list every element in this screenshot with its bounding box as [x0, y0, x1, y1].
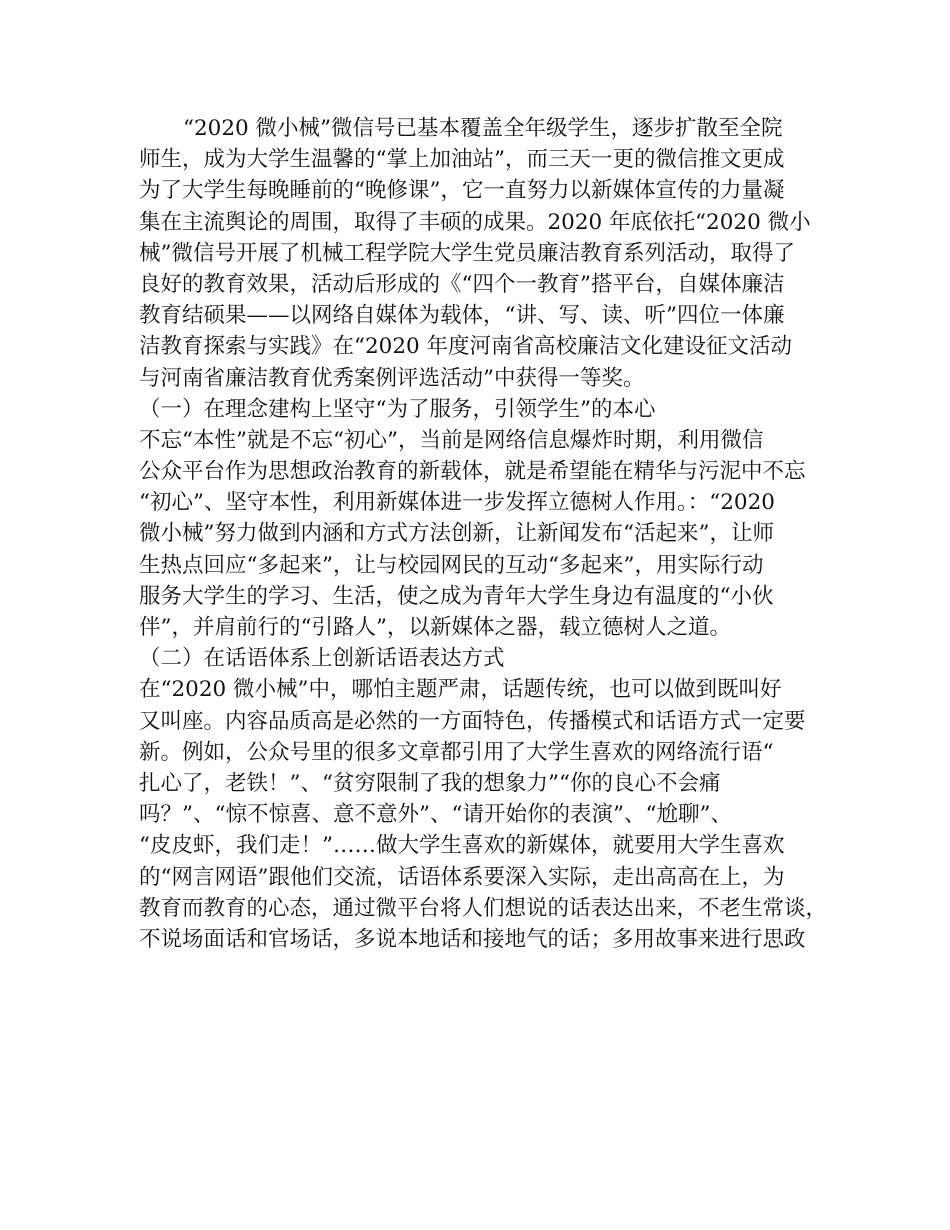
paragraph-line: 械”微信号开展了机械工程学院大学生党员廉洁教育系列活动，取得了	[139, 240, 795, 266]
section-heading-2: （二）在话语体系上创新话语表达方式	[139, 646, 505, 672]
section-heading-1: （一）在理念建构上坚守“为了服务，引领学生”的本心	[139, 396, 656, 422]
paragraph-line: 吗？”、“惊不惊喜、意不意外”、“请开始你的表演”、“尬聊”、	[139, 802, 732, 828]
paragraph-line: 在“2020 微小械”中，哪怕主题严肃，话题传统，也可以做到既叫好	[139, 677, 782, 703]
paragraph-line: 微小械”努力做到内涵和方式方法创新，让新闻发布“活起来”，让师	[139, 521, 774, 547]
paragraph-line: 集在主流舆论的周围，取得了丰硕的成果。2020 年底依托“2020 微小	[139, 209, 811, 235]
paragraph-line: 不忘“本性”就是不忘“初心”，当前是网络信息爆炸时期，利用微信	[139, 427, 764, 453]
paragraph-line: 良好的教育效果，活动后形成的《“四个一教育”搭平台，自媒体廉洁	[139, 271, 785, 297]
paragraph-line: “2020 微小械”微信号已基本覆盖全年级学生，逐步扩散至全院	[183, 116, 783, 141]
paragraph-line: 洁教育探索与实践》在“2020 年度河南省高校廉洁文化建设征文活动	[139, 334, 793, 360]
paragraph-line: 服务大学生的学习、生活，使之成为青年大学生身边有温度的“小伙	[139, 583, 774, 609]
paragraph-line: 扎心了，老铁！”、“贫穷限制了我的想象力”“你的良心不会痛	[139, 770, 721, 796]
paragraph-line: 师生，成为大学生温馨的“掌上加油站”，而三天一更的微信推文更成	[139, 147, 785, 173]
document-body	[139, 113, 828, 955]
paragraph-line: “初心”、坚守本性，利用新媒体进一步发挥立德树人作用。：“2020	[139, 490, 775, 516]
paragraph-line: 伴”，并肩前行的“引路人”，以新媒体之器，载立德树人之道。	[139, 615, 731, 640]
paragraph-line: 不说场面话和官场话，多说本地话和接地气的话；多用故事来进行思政	[139, 926, 806, 952]
paragraph-line: 又叫座。内容品质高是必然的一方面特色，传播模式和话语方式一定要	[139, 708, 806, 734]
paragraph-line: 的“网言网语”跟他们交流，话语体系要深入实际，走出高高在上，为	[139, 864, 785, 890]
paragraph-line: 与河南省廉洁教育优秀案例评选活动”中获得一等奖。	[139, 365, 645, 391]
paragraph-line: 为了大学生每晚睡前的“晚修课”，它一直努力以新媒体宣传的力量凝	[139, 178, 785, 204]
paragraph-line: 教育结硕果——以网络自媒体为载体，“讲、写、读、听”四位一体廉	[139, 303, 785, 329]
paragraph-line: 新。例如，公众号里的很多文章都引用了大学生喜欢的网络流行语“	[139, 739, 774, 765]
paragraph-line: 生热点回应“多起来”，让与校园网民的互动“多起来”，用实际行动	[139, 552, 764, 578]
paragraph-line: “皮皮虾，我们走！”……做大学生喜欢的新媒体，就要用大学生喜欢	[139, 833, 785, 859]
paragraph-line: 公众平台作为思想政治教育的新载体，就是希望能在精华与污泥中不忘	[139, 459, 806, 485]
paragraph-line: 教育而教育的心态，通过微平台将人们想说的话表达出来，不老生常谈，	[139, 895, 828, 921]
